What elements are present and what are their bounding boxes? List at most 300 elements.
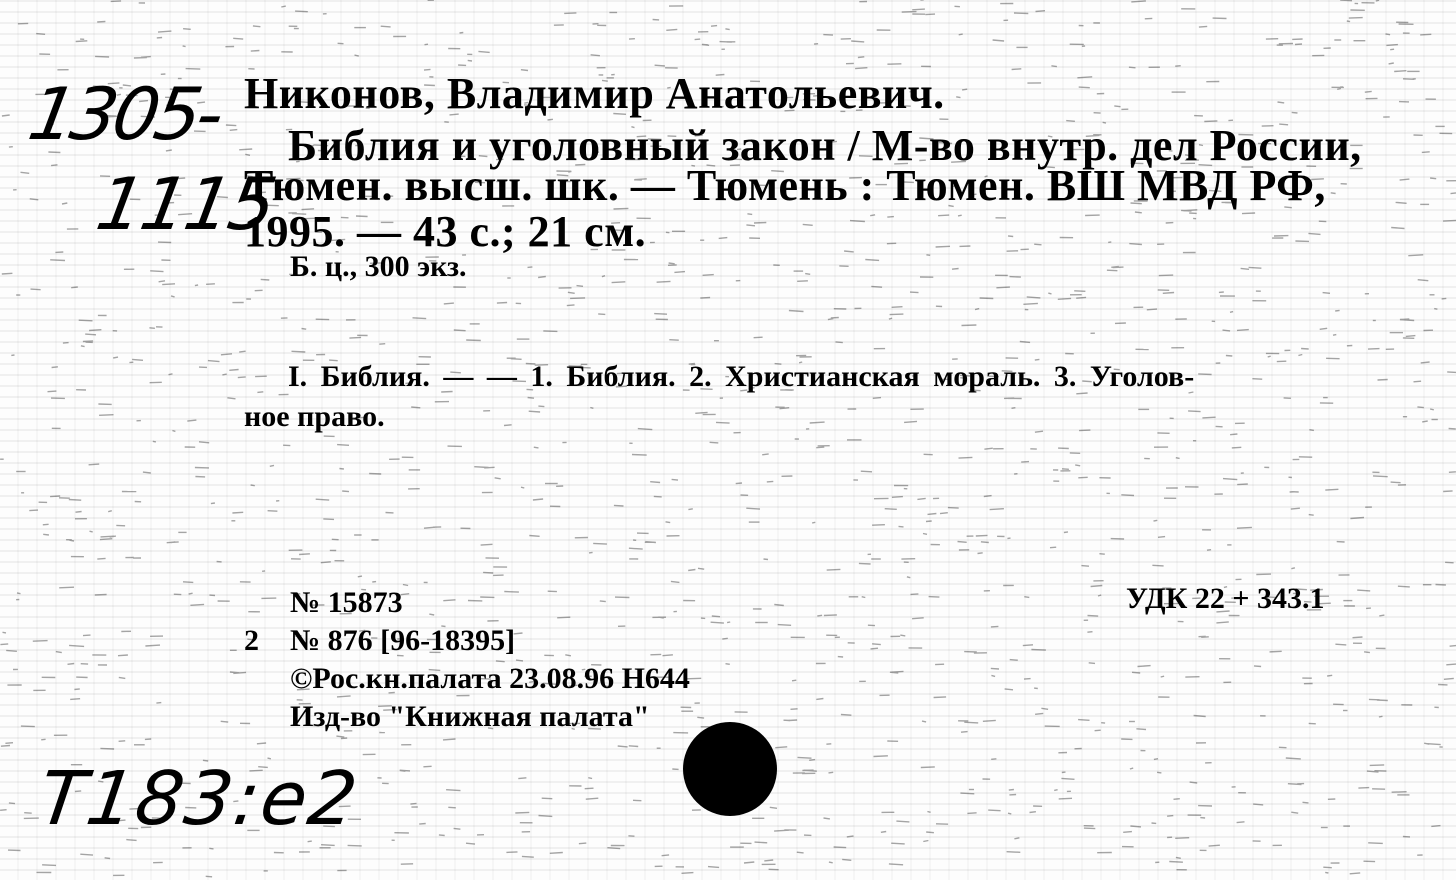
price-and-print-run: Б. ц., 300 экз.	[290, 250, 467, 283]
paper-speck	[270, 465, 274, 466]
paper-speck	[349, 337, 361, 338]
paper-speck	[400, 770, 410, 771]
paper-speck	[1130, 768, 1133, 769]
paper-speck	[56, 652, 62, 653]
paper-speck	[169, 374, 173, 375]
paper-speck	[1202, 417, 1215, 418]
paper-speck	[1099, 554, 1104, 555]
paper-speck	[1431, 826, 1440, 827]
paper-speck	[996, 287, 1010, 288]
paper-speck	[1216, 622, 1228, 623]
paper-speck	[171, 296, 175, 297]
paper-speck	[1230, 312, 1233, 313]
paper-speck	[1035, 713, 1043, 714]
paper-speck	[466, 843, 475, 844]
paper-speck	[1232, 447, 1242, 448]
title-line-2: Тюмен. высш. шк. — Тюмень : Тюмен. ВШ МВД РФ,	[244, 161, 1326, 210]
paper-speck	[958, 542, 967, 543]
paper-speck	[336, 736, 344, 737]
paper-speck	[100, 748, 114, 749]
paper-speck	[662, 855, 670, 856]
paper-speck	[80, 854, 93, 855]
paper-speck	[515, 812, 529, 813]
paper-speck	[1308, 233, 1320, 234]
paper-speck	[1368, 349, 1380, 350]
paper-speck	[775, 747, 787, 748]
paper-speck	[1340, 0, 1352, 1]
paper-speck	[341, 738, 347, 739]
paper-speck	[1414, 381, 1422, 382]
paper-speck	[52, 367, 58, 368]
paper-speck	[1378, 380, 1388, 381]
paper-speck	[1167, 816, 1173, 817]
paper-speck	[817, 615, 822, 616]
paper-speck	[1242, 213, 1255, 214]
paper-speck	[959, 457, 973, 458]
paper-speck	[478, 51, 489, 52]
paper-speck	[172, 431, 175, 432]
paper-speck	[1417, 407, 1423, 408]
paper-speck	[695, 412, 707, 413]
paper-speck	[1400, 179, 1410, 180]
paper-speck	[984, 496, 992, 497]
paper-speck	[51, 165, 57, 166]
paper-speck	[1152, 565, 1163, 566]
paper-speck	[861, 471, 872, 472]
paper-speck	[208, 361, 220, 362]
paper-speck	[1288, 784, 1302, 785]
paper-speck	[1303, 802, 1309, 803]
paper-speck	[101, 536, 114, 537]
paper-speck	[1350, 518, 1364, 519]
paper-speck	[910, 292, 919, 293]
paper-speck	[1030, 812, 1036, 813]
paper-speck	[1061, 778, 1074, 779]
paper-speck	[1391, 482, 1401, 483]
paper-speck	[21, 726, 35, 727]
paper-speck	[1403, 79, 1414, 80]
paper-speck	[829, 862, 833, 863]
paper-speck	[190, 604, 204, 605]
paper-speck	[59, 587, 74, 588]
paper-speck	[565, 655, 571, 656]
paper-speck	[711, 26, 717, 27]
paper-speck	[682, 873, 694, 874]
paper-speck	[1291, 508, 1300, 509]
paper-speck	[778, 625, 791, 626]
paper-speck	[410, 803, 416, 804]
paper-speck	[1249, 267, 1262, 268]
paper-speck	[99, 415, 113, 416]
paper-speck	[145, 645, 160, 646]
paper-speck	[446, 790, 460, 791]
paper-speck	[1325, 489, 1338, 490]
paper-speck	[1347, 21, 1350, 22]
paper-speck	[1008, 813, 1011, 814]
paper-speck	[816, 447, 824, 448]
paper-speck	[497, 303, 507, 304]
paper-speck	[1023, 645, 1033, 646]
paper-speck	[1078, 720, 1089, 721]
paper-speck	[522, 856, 534, 857]
paper-speck	[1368, 843, 1383, 844]
paper-speck	[1445, 562, 1454, 563]
paper-speck	[710, 442, 719, 443]
paper-speck	[872, 644, 881, 645]
paper-speck	[926, 255, 930, 256]
paper-speck	[233, 672, 246, 673]
paper-speck	[1252, 379, 1262, 380]
paper-speck	[697, 717, 704, 718]
paper-speck	[900, 635, 905, 636]
paper-speck	[589, 552, 593, 553]
paper-speck	[74, 689, 79, 690]
paper-speck	[70, 540, 75, 541]
paper-speck	[1, 746, 10, 747]
paper-speck	[797, 281, 808, 282]
paper-speck	[791, 709, 798, 710]
paper-speck	[1074, 291, 1085, 292]
paper-speck	[528, 267, 533, 268]
paper-speck	[810, 422, 825, 423]
paper-speck	[1377, 700, 1388, 701]
paper-speck	[671, 581, 680, 582]
paper-speck	[90, 531, 93, 532]
paper-speck	[518, 778, 526, 779]
paper-speck	[1367, 771, 1379, 772]
paper-speck	[666, 522, 671, 523]
paper-speck	[774, 830, 789, 831]
paper-speck	[1408, 255, 1423, 256]
paper-speck	[764, 860, 773, 861]
paper-speck	[1442, 298, 1447, 299]
paper-speck	[1136, 729, 1146, 730]
paper-speck	[764, 559, 769, 560]
paper-speck	[978, 553, 983, 554]
paper-speck	[862, 597, 866, 598]
paper-speck	[355, 55, 359, 56]
copyright-line: ©Рос.кн.палата 23.08.96 Н644	[290, 662, 690, 695]
paper-speck	[889, 318, 892, 319]
paper-speck	[922, 721, 926, 722]
paper-speck	[504, 592, 519, 593]
paper-speck	[726, 664, 730, 665]
paper-speck	[1031, 650, 1046, 651]
paper-speck	[484, 467, 494, 468]
paper-speck	[1024, 679, 1031, 680]
paper-speck	[31, 289, 41, 290]
paper-speck	[659, 617, 664, 618]
paper-speck	[400, 770, 406, 771]
paper-speck	[171, 542, 176, 543]
paper-speck	[889, 864, 903, 865]
paper-speck	[1421, 362, 1430, 363]
paper-speck	[1014, 838, 1019, 839]
paper-speck	[251, 485, 255, 486]
paper-speck	[891, 671, 903, 672]
paper-speck	[654, 314, 667, 315]
paper-speck	[1113, 267, 1124, 268]
paper-speck	[638, 429, 653, 430]
paper-speck	[69, 645, 84, 646]
paper-speck	[50, 260, 65, 261]
paper-speck	[803, 224, 813, 225]
paper-speck	[967, 813, 976, 814]
paper-speck	[824, 818, 830, 819]
paper-speck	[474, 467, 488, 468]
paper-speck	[156, 703, 161, 704]
paper-speck	[36, 34, 45, 35]
subjects-line-2: ное право.	[244, 400, 385, 433]
paper-speck	[1084, 828, 1095, 829]
paper-speck	[588, 778, 592, 779]
paper-speck	[1436, 585, 1446, 586]
paper-speck	[468, 60, 472, 61]
paper-speck	[413, 318, 427, 319]
paper-speck	[1020, 342, 1030, 343]
paper-speck	[1076, 297, 1086, 298]
paper-speck	[1174, 799, 1180, 800]
paper-speck	[268, 511, 278, 512]
paper-speck	[1012, 69, 1022, 70]
paper-speck	[926, 832, 934, 833]
paper-speck	[538, 277, 546, 278]
paper-speck	[672, 479, 678, 480]
paper-speck	[481, 544, 493, 545]
paper-speck	[95, 595, 107, 596]
paper-speck	[1320, 328, 1328, 329]
paper-speck	[695, 39, 701, 40]
paper-speck	[227, 398, 235, 399]
paper-speck	[1201, 637, 1209, 638]
paper-speck	[618, 746, 628, 747]
paper-speck	[827, 569, 841, 570]
paper-speck	[1325, 872, 1328, 873]
paper-speck	[79, 320, 93, 321]
paper-speck	[925, 14, 935, 15]
paper-speck	[1223, 479, 1237, 480]
paper-speck	[674, 272, 685, 273]
paper-speck	[1190, 782, 1198, 783]
paper-speck	[1353, 637, 1363, 638]
paper-speck	[5, 743, 13, 744]
paper-speck	[1008, 236, 1013, 237]
paper-speck	[189, 593, 193, 594]
paper-speck	[1333, 335, 1336, 336]
paper-speck	[1010, 660, 1018, 661]
card-punch-hole	[683, 722, 777, 816]
paper-speck	[460, 33, 464, 34]
paper-speck	[529, 536, 539, 537]
paper-speck	[534, 447, 539, 448]
paper-speck	[1223, 330, 1231, 331]
paper-speck	[1089, 663, 1095, 664]
paper-speck	[1163, 293, 1174, 294]
paper-speck	[1198, 374, 1211, 375]
paper-speck	[539, 816, 553, 817]
paper-speck	[828, 319, 834, 320]
paper-speck	[991, 668, 999, 669]
paper-speck	[1121, 495, 1134, 496]
paper-speck	[1009, 790, 1014, 791]
paper-speck	[1209, 845, 1220, 846]
paper-speck	[111, 1, 121, 2]
paper-speck	[150, 271, 163, 272]
paper-speck	[1062, 469, 1069, 470]
paper-speck	[1024, 597, 1029, 598]
paper-speck	[95, 56, 109, 57]
paper-speck	[871, 286, 882, 287]
paper-speck	[1111, 266, 1119, 267]
paper-speck	[1131, 1, 1146, 2]
paper-speck	[1188, 411, 1201, 412]
paper-speck	[754, 337, 763, 338]
paper-speck	[614, 505, 624, 506]
paper-speck	[1241, 268, 1249, 269]
paper-speck	[762, 454, 769, 455]
paper-speck	[41, 739, 45, 740]
paper-speck	[495, 478, 501, 479]
paper-speck	[1292, 112, 1298, 113]
paper-speck	[83, 635, 91, 636]
paper-speck	[1048, 293, 1051, 294]
paper-speck	[1349, 18, 1363, 19]
paper-speck	[711, 622, 724, 623]
paper-speck	[716, 422, 730, 423]
paper-speck	[1077, 77, 1092, 78]
paper-speck	[567, 305, 575, 306]
paper-speck	[983, 720, 996, 721]
paper-speck	[1027, 297, 1041, 298]
paper-speck	[892, 497, 903, 498]
paper-speck	[292, 351, 306, 352]
paper-speck	[443, 600, 455, 601]
paper-speck	[542, 798, 553, 799]
paper-speck	[976, 535, 988, 536]
paper-speck	[923, 841, 928, 842]
paper-speck	[439, 835, 445, 836]
paper-speck	[1301, 349, 1309, 350]
paper-speck	[89, 330, 101, 331]
paper-speck	[1386, 45, 1398, 46]
paper-speck	[568, 292, 575, 293]
handwritten-shelf-mark-top: 1305-	[22, 72, 227, 156]
paper-speck	[1098, 595, 1101, 596]
paper-speck	[824, 615, 837, 616]
paper-speck	[805, 274, 810, 275]
paper-speck	[809, 760, 815, 761]
paper-speck	[337, 445, 349, 446]
paper-speck	[746, 225, 755, 226]
paper-speck	[295, 11, 308, 12]
paper-speck	[962, 325, 977, 326]
paper-speck	[444, 303, 454, 304]
paper-speck	[1309, 430, 1314, 431]
paper-speck	[952, 269, 959, 270]
paper-speck	[873, 398, 881, 399]
paper-speck	[1446, 664, 1456, 665]
paper-speck	[829, 772, 834, 773]
paper-speck	[419, 824, 426, 825]
paper-speck	[1350, 873, 1361, 874]
paper-speck	[858, 57, 864, 58]
paper-speck	[1449, 429, 1456, 430]
paper-speck	[896, 821, 909, 822]
paper-speck	[1138, 666, 1151, 667]
paper-speck	[159, 281, 165, 282]
paper-speck	[804, 770, 817, 771]
paper-speck	[1335, 310, 1339, 311]
paper-speck	[774, 605, 784, 606]
paper-speck	[850, 221, 865, 222]
paper-speck	[593, 543, 607, 544]
paper-speck	[153, 441, 156, 442]
paper-speck	[907, 577, 910, 578]
paper-speck	[167, 542, 179, 543]
paper-speck	[1237, 484, 1248, 485]
paper-speck	[744, 862, 754, 863]
paper-speck	[239, 351, 245, 352]
paper-speck	[988, 810, 1000, 811]
paper-speck	[936, 246, 950, 247]
paper-speck	[669, 263, 675, 264]
paper-speck	[585, 788, 594, 789]
paper-speck	[299, 554, 310, 555]
paper-speck	[323, 519, 334, 520]
paper-speck	[1091, 586, 1103, 587]
paper-speck	[629, 746, 638, 747]
paper-speck	[97, 558, 105, 559]
paper-speck	[598, 314, 605, 315]
paper-speck	[118, 655, 128, 656]
paper-speck	[842, 859, 851, 860]
paper-speck	[369, 474, 381, 475]
paper-speck	[719, 238, 728, 239]
paper-speck	[708, 867, 719, 868]
paper-speck	[1373, 476, 1388, 477]
paper-speck	[1358, 788, 1369, 789]
paper-speck	[1450, 646, 1456, 647]
handwritten-inventory-number: T183:e2	[33, 756, 365, 842]
paper-speck	[602, 276, 605, 277]
paper-speck	[1331, 193, 1336, 194]
card-count-prefix: 2	[244, 624, 259, 657]
paper-speck	[956, 97, 960, 98]
paper-speck	[1270, 651, 1282, 652]
paper-speck	[63, 343, 69, 344]
paper-speck	[874, 756, 888, 757]
paper-speck	[516, 660, 523, 661]
paper-speck	[425, 44, 429, 45]
paper-speck	[1400, 319, 1409, 320]
paper-speck	[1443, 491, 1452, 492]
paper-speck	[600, 601, 606, 602]
paper-speck	[629, 548, 643, 549]
paper-speck	[650, 482, 660, 483]
paper-speck	[657, 281, 671, 282]
paper-speck	[1420, 34, 1431, 35]
paper-speck	[1075, 465, 1080, 466]
paper-speck	[872, 525, 885, 526]
paper-speck	[1396, 202, 1407, 203]
paper-speck	[1379, 615, 1384, 616]
paper-speck	[1430, 178, 1436, 179]
paper-speck	[1447, 372, 1456, 373]
paper-speck	[1298, 355, 1302, 356]
paper-speck	[97, 22, 105, 23]
paper-speck	[1406, 336, 1416, 337]
paper-speck	[912, 618, 924, 619]
